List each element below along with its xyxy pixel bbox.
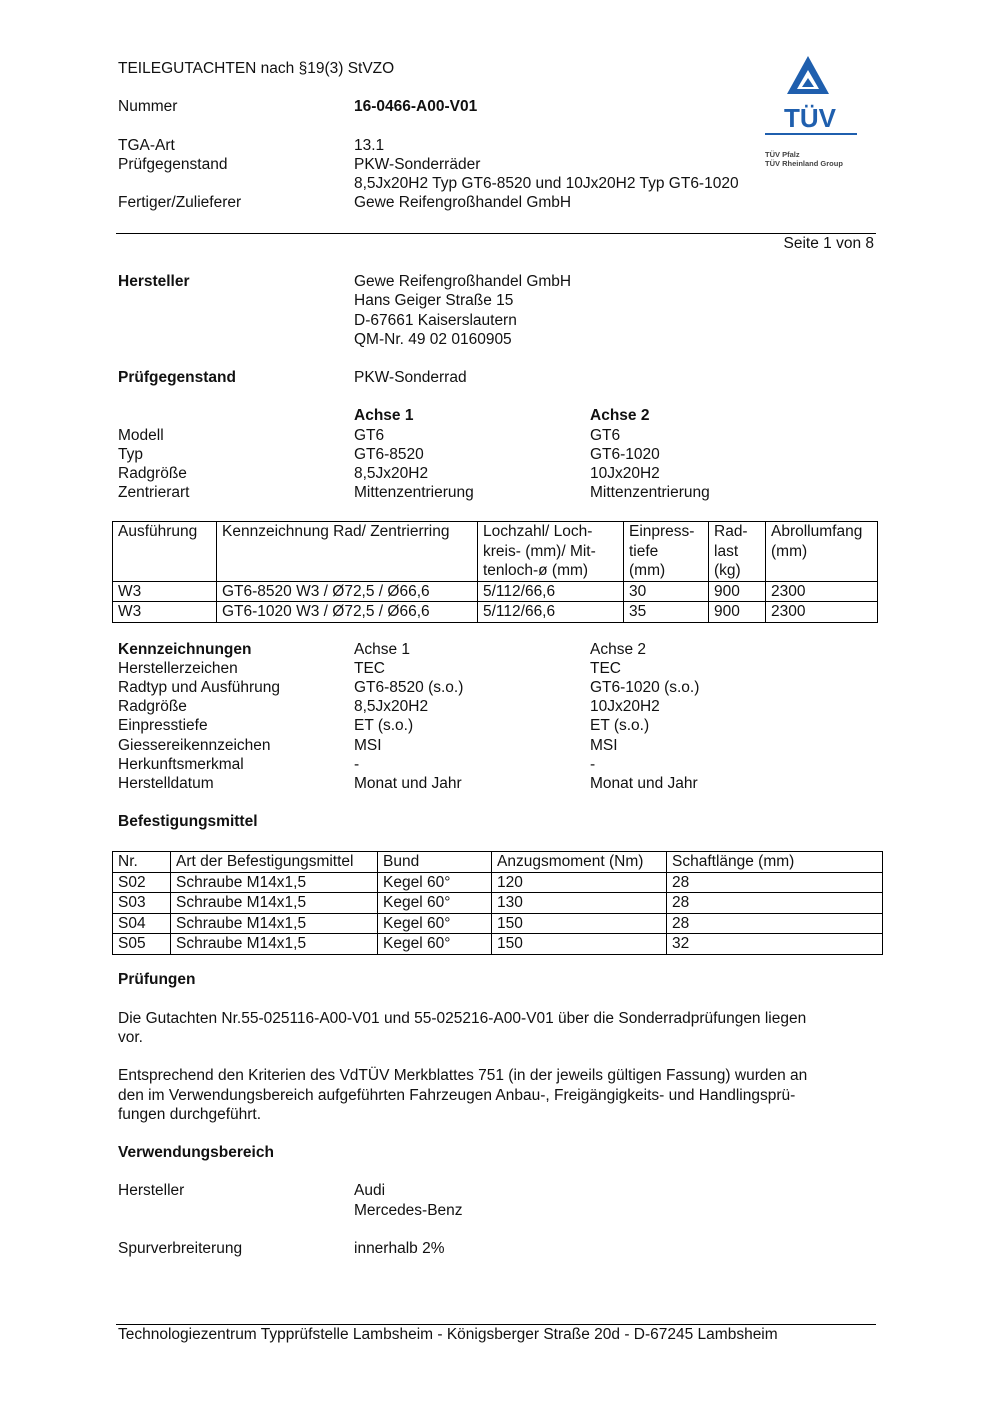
kennzeichnungen-label: Kennzeichnungen (118, 641, 252, 658)
kennz-row-label: Radtyp und Ausführung (118, 679, 281, 696)
achsen-row-label: Typ (118, 446, 143, 463)
pruefgegenstand-detail: 8,5Jx20H2 Typ GT6-8520 und 10Jx20H2 Typ GT6-1020 (354, 175, 739, 192)
nummer-value: 16-0466-A00-V01 (354, 98, 478, 115)
table-header-cell: Kennzeichnung Rad/ Zentrierring (217, 522, 478, 582)
pruefungen-paragraph-1-line: vor. (118, 1029, 143, 1046)
nummer-label: Nummer (118, 98, 178, 115)
achsen-row-label: Zentrierart (118, 484, 190, 501)
table-row (113, 934, 883, 955)
achsen-row-a1: Mittenzentrierung (354, 484, 474, 501)
spurverbreiterung-value: innerhalb 2% (354, 1240, 445, 1257)
kennz-row-label: Giessereikennzeichen (118, 737, 271, 754)
kennz-row-a2: - (590, 756, 596, 773)
achsen-row-a1: GT6 (354, 427, 385, 444)
table-header-row (113, 522, 878, 582)
table-cell: Kegel 60° (378, 872, 492, 893)
table-header-cell: Abrollumfang (mm) (766, 522, 878, 582)
achse2-header: Achse 2 (590, 407, 650, 424)
achsen-row-a2: 10Jx20H2 (590, 465, 660, 482)
pruefungen-paragraph-2-line: den im Verwendungsbereich aufgeführten Fahrzeugen Anbau-, Freigängigkeits- und Handlingsprü- (118, 1087, 796, 1104)
pruefungen-paragraph-2-line: fungen durchgeführt. (118, 1106, 262, 1123)
verwendung-hersteller-label: Hersteller (118, 1182, 185, 1199)
table-row (113, 872, 883, 893)
tuev-logo-text: TÜV (784, 103, 836, 133)
achsen-row-label: Radgröße (118, 465, 187, 482)
pruefgegenstand-label: Prüfgegenstand (118, 156, 228, 173)
rad-table (112, 521, 878, 623)
table-header-cell: Lochzahl/ Loch- kreis- (mm)/ Mit- tenloch-ø (mm) (478, 522, 624, 582)
table-cell: 2300 (766, 581, 878, 602)
table-header-cell: Art der Befestigungsmittel (171, 852, 378, 873)
verwendung-hersteller-value: Audi (354, 1182, 386, 1199)
table-cell: 5/112/66,6 (478, 581, 624, 602)
tga-value: 13.1 (354, 137, 385, 154)
table-cell: Kegel 60° (378, 893, 492, 914)
kennz-row-a1: - (354, 756, 360, 773)
table-header-cell: Nr. (113, 852, 171, 873)
table-header-cell: Schaftlänge (mm) (667, 852, 883, 873)
table-row (113, 913, 883, 934)
achsen-row-a2: GT6 (590, 427, 621, 444)
kennz-row-a2: Monat und Jahr (590, 775, 698, 792)
pruefungen-paragraph-1-line: Die Gutachten Nr.55-025116-A00-V01 und 55-025216-A00-V01 über die Sonderradprüfungen liegen (118, 1010, 807, 1027)
kennz-row-label: Einpresstiefe (118, 717, 208, 734)
table-cell: S03 (113, 893, 171, 914)
kennz-row-a2: MSI (590, 737, 618, 754)
table-row (113, 581, 878, 602)
pruefgegenstand-section-value: PKW-Sonderrad (354, 369, 467, 386)
tuev-logo (760, 54, 860, 174)
pruefungen-paragraph-2-line: Entsprechend den Kriterien des VdTÜV Merkblattes 751 (in der jeweils gültigen Fassung) wurden an (118, 1067, 808, 1084)
header-divider (116, 233, 876, 234)
table-cell: 28 (667, 913, 883, 934)
kennz-row-a1: MSI (354, 737, 382, 754)
achsen-row-a2: GT6-1020 (590, 446, 660, 463)
kennz-row-a1: GT6-8520 (s.o.) (354, 679, 464, 696)
hersteller-label: Hersteller (118, 273, 190, 290)
table-cell: S02 (113, 872, 171, 893)
table-row (113, 893, 883, 914)
befestigung-table (112, 851, 883, 955)
table-header-cell: Bund (378, 852, 492, 873)
achsen-row-a1: GT6-8520 (354, 446, 424, 463)
kennz-row-label: Herstellerzeichen (118, 660, 238, 677)
table-cell: 28 (667, 872, 883, 893)
fertiger-label: Fertiger/Zulieferer (118, 194, 242, 211)
tuev-triangle-icon (760, 54, 860, 174)
kennz-row-a1: ET (s.o.) (354, 717, 414, 734)
tuev-logo-line1: TÜV Pfalz (765, 150, 800, 159)
kennz-row-label: Radgröße (118, 698, 187, 715)
kennz-row-a2: 10Jx20H2 (590, 698, 660, 715)
pruefgegenstand-section-label: Prüfgegenstand (118, 369, 236, 386)
kennz-achse1-header: Achse 1 (354, 641, 411, 658)
table-cell: Kegel 60° (378, 934, 492, 955)
kennz-row-label: Herkunftsmerkmal (118, 756, 244, 773)
kennz-achse2-header: Achse 2 (590, 641, 647, 658)
pruefgegenstand-value: PKW-Sonderräder (354, 156, 481, 173)
hersteller-line: D-67661 Kaiserslautern (354, 312, 517, 329)
footer-text: Technologiezentrum Typprüfstelle Lambsheim - Königsberger Straße 20d - D-67245 Lambsheim (118, 1326, 778, 1343)
kennz-row-a2: ET (s.o.) (590, 717, 650, 734)
table-cell: 900 (709, 602, 766, 623)
kennz-row-label: Herstelldatum (118, 775, 214, 792)
verwendung-label: Verwendungsbereich (118, 1144, 274, 1161)
table-cell: GT6-1020 W3 / Ø72,5 / Ø66,6 (217, 602, 478, 623)
achsen-row-a2: Mittenzentrierung (590, 484, 710, 501)
table-cell: 150 (492, 913, 667, 934)
achsen-row-a1: 8,5Jx20H2 (354, 465, 429, 482)
table-cell: Schraube M14x1,5 (171, 934, 378, 955)
table-cell: S04 (113, 913, 171, 934)
table-cell: Schraube M14x1,5 (171, 872, 378, 893)
table-cell: S05 (113, 934, 171, 955)
table-cell: Kegel 60° (378, 913, 492, 934)
achsen-row-label: Modell (118, 427, 164, 444)
table-header-cell: Einpress- tiefe (mm) (624, 522, 709, 582)
table-cell: 900 (709, 581, 766, 602)
table-cell: W3 (113, 602, 217, 623)
table-row (113, 602, 878, 623)
tga-label: TGA-Art (118, 137, 175, 154)
page-number: Seite 1 von 8 (783, 235, 874, 252)
tuev-logo-line2: TÜV Rheinland Group (765, 159, 843, 168)
hersteller-line: Hans Geiger Straße 15 (354, 292, 514, 309)
kennz-row-a1: TEC (354, 660, 385, 677)
table-cell: 28 (667, 893, 883, 914)
table-cell: 5/112/66,6 (478, 602, 624, 623)
table-cell: 35 (624, 602, 709, 623)
table-cell: 30 (624, 581, 709, 602)
hersteller-line: Gewe Reifengroßhandel GmbH (354, 273, 572, 290)
pruefungen-label: Prüfungen (118, 971, 196, 988)
table-header-cell: Anzugsmoment (Nm) (492, 852, 667, 873)
spurverbreiterung-label: Spurverbreiterung (118, 1240, 243, 1257)
kennz-row-a2: GT6-1020 (s.o.) (590, 679, 700, 696)
table-cell: W3 (113, 581, 217, 602)
kennz-row-a1: 8,5Jx20H2 (354, 698, 429, 715)
kennz-row-a2: TEC (590, 660, 621, 677)
table-cell: 130 (492, 893, 667, 914)
fertiger-value: Gewe Reifengroßhandel GmbH (354, 194, 572, 211)
table-cell: 150 (492, 934, 667, 955)
document-title: TEILEGUTACHTEN nach §19(3) StVZO (118, 60, 395, 77)
table-cell: 2300 (766, 602, 878, 623)
table-cell: Schraube M14x1,5 (171, 893, 378, 914)
hersteller-line: QM-Nr. 49 02 0160905 (354, 331, 512, 348)
verwendung-hersteller-value: Mercedes-Benz (354, 1202, 463, 1219)
achse1-header: Achse 1 (354, 407, 414, 424)
table-cell: GT6-8520 W3 / Ø72,5 / Ø66,6 (217, 581, 478, 602)
table-header-cell: Ausführung (113, 522, 217, 582)
table-cell: 120 (492, 872, 667, 893)
table-header-cell: Rad- last (kg) (709, 522, 766, 582)
table-header-row (113, 852, 883, 873)
befestigung-label: Befestigungsmittel (118, 813, 258, 830)
table-cell: 32 (667, 934, 883, 955)
table-cell: Schraube M14x1,5 (171, 913, 378, 934)
kennz-row-a1: Monat und Jahr (354, 775, 462, 792)
